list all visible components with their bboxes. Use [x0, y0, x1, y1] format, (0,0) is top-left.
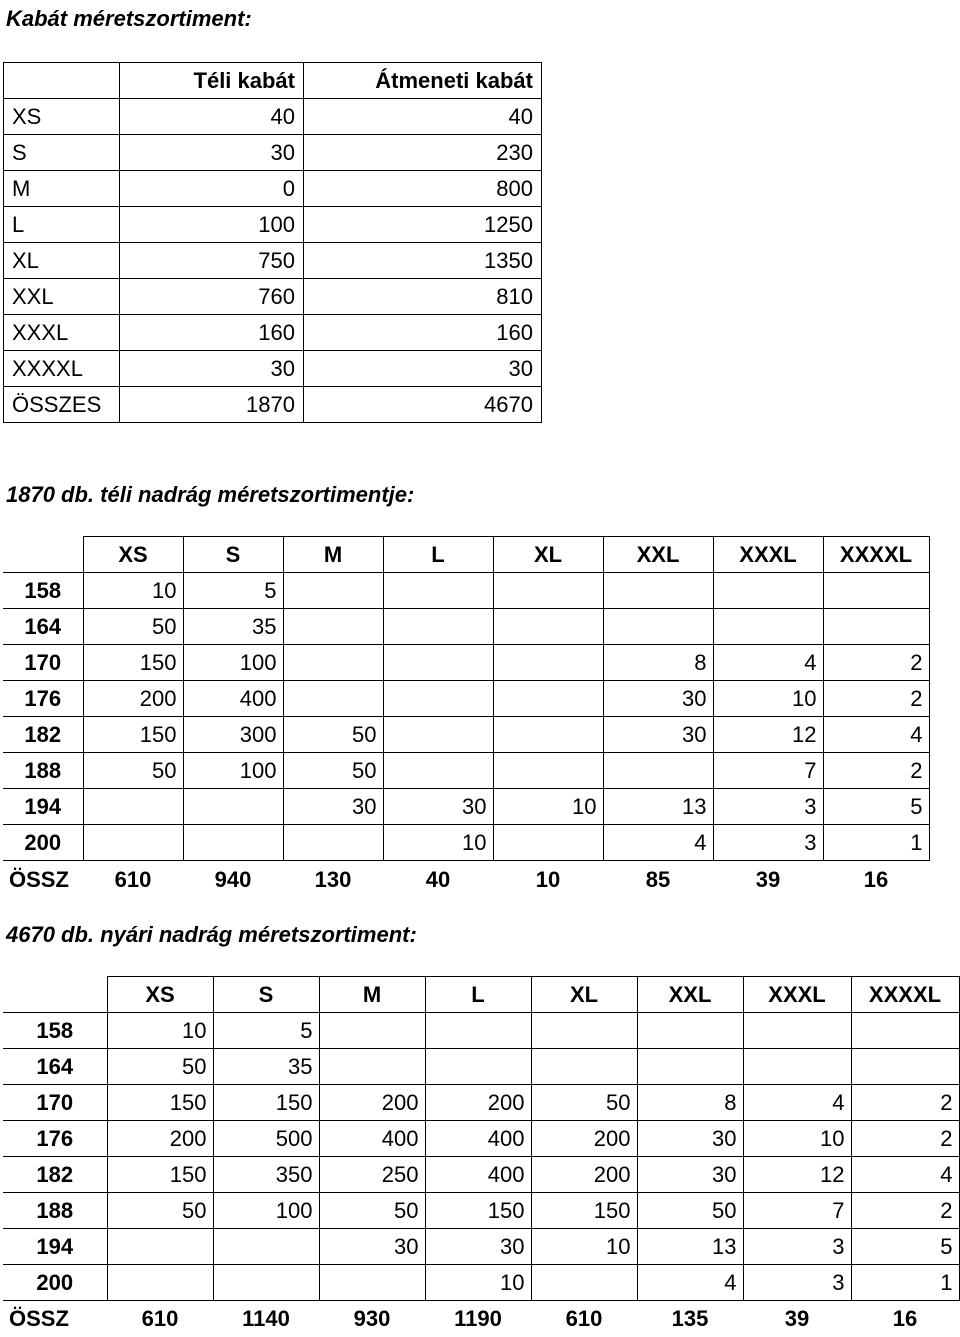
table-row: [3, 1085, 959, 1121]
quantity-cell: [107, 1229, 213, 1265]
corner-cell: [3, 977, 107, 1013]
quantity-cell: 10: [425, 1265, 531, 1301]
total-value: 16: [892, 1305, 918, 1331]
table-row: [3, 1229, 959, 1265]
quantity-cell: [283, 681, 383, 717]
total-value: 130: [314, 866, 352, 892]
quantity-cell: [319, 1265, 425, 1301]
quantity-cell: 200: [531, 1157, 637, 1193]
total-value: 10: [535, 866, 561, 892]
size-label: L: [4, 207, 120, 243]
quantity-cell: 30: [425, 1229, 531, 1265]
quantity-cell: [531, 1049, 637, 1085]
quantity-cell: 100: [183, 753, 283, 789]
quantity-cell: 8: [603, 645, 713, 681]
size-label: XXXXL: [4, 351, 120, 387]
quantity-cell: [107, 1265, 213, 1301]
table-row: [3, 681, 929, 717]
table-header-row: [3, 977, 959, 1013]
total-value: 940: [214, 866, 252, 892]
total-row: [3, 1301, 959, 1337]
table-row: [3, 645, 929, 681]
quantity-cell: [283, 825, 383, 861]
table-row: [3, 825, 929, 861]
quantity-cell: 13: [603, 789, 713, 825]
quantity-cell: [83, 789, 183, 825]
quantity-cell: 150: [531, 1193, 637, 1229]
winter-coat-count: 160: [120, 315, 304, 351]
size-label: XXL: [4, 279, 120, 315]
quantity-cell: 50: [531, 1085, 637, 1121]
height-label: 176: [3, 681, 83, 717]
quantity-cell: [851, 1049, 959, 1085]
size-header: L: [425, 977, 531, 1013]
table-row: [3, 789, 929, 825]
quantity-cell: 4: [823, 717, 929, 753]
size-header: XXXL: [713, 537, 823, 573]
quantity-cell: [183, 789, 283, 825]
quantity-cell: 200: [425, 1085, 531, 1121]
table-row: [4, 243, 542, 279]
quantity-cell: 50: [319, 1193, 425, 1229]
total-value: 610: [114, 866, 152, 892]
quantity-cell: [425, 1013, 531, 1049]
winter-coat-count: 750: [120, 243, 304, 279]
column-header: Átmeneti kabát: [304, 63, 542, 99]
quantity-cell: [493, 753, 603, 789]
quantity-cell: [319, 1049, 425, 1085]
quantity-cell: 400: [425, 1157, 531, 1193]
column-header: Téli kabát: [120, 63, 304, 99]
quantity-cell: 3: [713, 789, 823, 825]
table-row: [3, 753, 929, 789]
size-header: M: [319, 977, 425, 1013]
quantity-cell: 4: [851, 1157, 959, 1193]
quantity-cell: 3: [743, 1265, 851, 1301]
quantity-cell: 30: [383, 789, 493, 825]
table-row: [3, 573, 929, 609]
quantity-cell: 400: [425, 1121, 531, 1157]
quantity-cell: 400: [319, 1121, 425, 1157]
transit-coat-count: 810: [304, 279, 542, 315]
height-label: 176: [3, 1121, 107, 1157]
transit-coat-count: 1250: [304, 207, 542, 243]
quantity-cell: 5: [183, 573, 283, 609]
table-row: [4, 387, 542, 423]
total-value: 930: [353, 1305, 391, 1331]
total-value: 16: [863, 866, 889, 892]
quantity-cell: 50: [83, 753, 183, 789]
quantity-cell: [383, 717, 493, 753]
quantity-cell: 30: [637, 1121, 743, 1157]
quantity-cell: 350: [213, 1157, 319, 1193]
size-label: ÖSSZES: [4, 387, 120, 423]
height-label: 182: [3, 717, 83, 753]
quantity-cell: [493, 825, 603, 861]
size-header: XL: [531, 977, 637, 1013]
quantity-cell: 2: [851, 1121, 959, 1157]
coat-heading: Kabát méretszortiment:: [6, 6, 252, 31]
size-header: XL: [493, 537, 603, 573]
size-header: XS: [107, 977, 213, 1013]
size-header: XXL: [637, 977, 743, 1013]
quantity-cell: [531, 1265, 637, 1301]
quantity-cell: 3: [713, 825, 823, 861]
table-row: [3, 1049, 959, 1085]
transit-coat-count: 160: [304, 315, 542, 351]
quantity-cell: 2: [823, 645, 929, 681]
size-label: M: [4, 171, 120, 207]
table-row: [3, 1265, 959, 1301]
quantity-cell: 150: [213, 1085, 319, 1121]
total-value: 85: [645, 866, 671, 892]
quantity-cell: [713, 609, 823, 645]
total-value: 1140: [242, 1305, 290, 1331]
height-label: 188: [3, 1193, 107, 1229]
transit-coat-count: 800: [304, 171, 542, 207]
table-row: [4, 99, 542, 135]
winter-coat-count: 30: [120, 351, 304, 387]
quantity-cell: [851, 1013, 959, 1049]
summer-pants-table: [3, 976, 960, 1337]
size-header: L: [383, 537, 493, 573]
total-value: 610: [141, 1305, 179, 1331]
quantity-cell: 200: [107, 1121, 213, 1157]
quantity-cell: 5: [823, 789, 929, 825]
quantity-cell: 30: [603, 717, 713, 753]
total-label: ÖSSZ: [9, 1305, 69, 1331]
table-row: [3, 1193, 959, 1229]
quantity-cell: 10: [383, 825, 493, 861]
winter-pants-table: [3, 536, 930, 899]
quantity-cell: 5: [851, 1229, 959, 1265]
quantity-cell: 10: [743, 1121, 851, 1157]
quantity-cell: 150: [107, 1085, 213, 1121]
height-label: 164: [3, 1049, 107, 1085]
quantity-cell: 50: [283, 753, 383, 789]
quantity-cell: [743, 1049, 851, 1085]
quantity-cell: [531, 1013, 637, 1049]
height-label: 164: [3, 609, 83, 645]
quantity-cell: 2: [851, 1193, 959, 1229]
size-header: S: [183, 537, 283, 573]
quantity-cell: 13: [637, 1229, 743, 1265]
total-label: ÖSSZ: [9, 866, 69, 892]
table-row: [3, 1013, 959, 1049]
quantity-cell: 4: [743, 1085, 851, 1121]
quantity-cell: [425, 1049, 531, 1085]
table-header-row: [4, 63, 542, 99]
quantity-cell: 10: [493, 789, 603, 825]
quantity-cell: [283, 573, 383, 609]
quantity-cell: 30: [637, 1157, 743, 1193]
quantity-cell: [637, 1013, 743, 1049]
quantity-cell: [493, 573, 603, 609]
height-label: 158: [3, 573, 83, 609]
quantity-cell: 30: [603, 681, 713, 717]
total-row: [3, 861, 929, 899]
quantity-cell: [213, 1265, 319, 1301]
size-header: XXXL: [743, 977, 851, 1013]
quantity-cell: [603, 753, 713, 789]
quantity-cell: 2: [823, 681, 929, 717]
winter-coat-count: 30: [120, 135, 304, 171]
quantity-cell: 400: [183, 681, 283, 717]
quantity-cell: [383, 609, 493, 645]
height-label: 200: [3, 825, 83, 861]
quantity-cell: [713, 573, 823, 609]
transit-coat-count: 1350: [304, 243, 542, 279]
size-label: XL: [4, 243, 120, 279]
table-row: [4, 207, 542, 243]
quantity-cell: 100: [183, 645, 283, 681]
total-value: 135: [671, 1305, 709, 1331]
quantity-cell: [823, 573, 929, 609]
winter-coat-count: 40: [120, 99, 304, 135]
transit-coat-count: 4670: [304, 387, 542, 423]
total-value: 39: [755, 866, 781, 892]
quantity-cell: [603, 573, 713, 609]
quantity-cell: 30: [283, 789, 383, 825]
quantity-cell: [183, 825, 283, 861]
table-row: [4, 171, 542, 207]
winter-coat-count: 760: [120, 279, 304, 315]
transit-coat-count: 30: [304, 351, 542, 387]
size-label: XXXL: [4, 315, 120, 351]
quantity-cell: 200: [319, 1085, 425, 1121]
quantity-cell: [823, 609, 929, 645]
quantity-cell: 4: [637, 1265, 743, 1301]
total-value: 40: [425, 866, 451, 892]
quantity-cell: 7: [713, 753, 823, 789]
quantity-cell: 10: [531, 1229, 637, 1265]
winter-coat-count: 100: [120, 207, 304, 243]
quantity-cell: 100: [213, 1193, 319, 1229]
size-header: S: [213, 977, 319, 1013]
quantity-cell: [493, 717, 603, 753]
height-label: 182: [3, 1157, 107, 1193]
winter-pants-heading: 1870 db. téli nadrág méretszortimentje:: [6, 482, 415, 507]
size-header: XXL: [603, 537, 713, 573]
size-header: XXXXL: [823, 537, 929, 573]
height-label: 194: [3, 789, 83, 825]
quantity-cell: 50: [107, 1049, 213, 1085]
quantity-cell: 4: [713, 645, 823, 681]
quantity-cell: 50: [637, 1193, 743, 1229]
quantity-cell: [493, 645, 603, 681]
quantity-cell: 30: [319, 1229, 425, 1265]
height-label: 170: [3, 1085, 107, 1121]
winter-coat-count: 1870: [120, 387, 304, 423]
quantity-cell: [383, 645, 493, 681]
quantity-cell: 35: [213, 1049, 319, 1085]
table-row: [3, 717, 929, 753]
quantity-cell: 150: [83, 717, 183, 753]
height-label: 158: [3, 1013, 107, 1049]
quantity-cell: 250: [319, 1157, 425, 1193]
quantity-cell: [319, 1013, 425, 1049]
total-value: 1190: [454, 1305, 502, 1331]
table-row: [4, 135, 542, 171]
quantity-cell: 10: [713, 681, 823, 717]
quantity-cell: 150: [107, 1157, 213, 1193]
quantity-cell: [493, 681, 603, 717]
quantity-cell: 12: [713, 717, 823, 753]
height-label: 188: [3, 753, 83, 789]
size-header: M: [283, 537, 383, 573]
summer-pants-heading: 4670 db. nyári nadrág méretszortiment:: [6, 922, 417, 947]
quantity-cell: 1: [823, 825, 929, 861]
size-label: XS: [4, 99, 120, 135]
quantity-cell: [383, 681, 493, 717]
table-row: [3, 1157, 959, 1193]
quantity-cell: 8: [637, 1085, 743, 1121]
table-row: [3, 1121, 959, 1157]
winter-coat-count: 0: [120, 171, 304, 207]
height-label: 200: [3, 1265, 107, 1301]
height-label: 170: [3, 645, 83, 681]
quantity-cell: 500: [213, 1121, 319, 1157]
table-row: [3, 609, 929, 645]
total-value: 610: [565, 1305, 603, 1331]
quantity-cell: 1: [851, 1265, 959, 1301]
quantity-cell: 50: [107, 1193, 213, 1229]
quantity-cell: 50: [83, 609, 183, 645]
quantity-cell: [637, 1049, 743, 1085]
table-row: [4, 315, 542, 351]
table-row: [4, 351, 542, 387]
size-header: XS: [83, 537, 183, 573]
quantity-cell: 3: [743, 1229, 851, 1265]
size-header: XXXXL: [851, 977, 959, 1013]
quantity-cell: [283, 645, 383, 681]
transit-coat-count: 40: [304, 99, 542, 135]
corner-cell: [4, 63, 120, 99]
quantity-cell: [383, 573, 493, 609]
coat-size-table: [3, 62, 542, 423]
quantity-cell: 5: [213, 1013, 319, 1049]
quantity-cell: 2: [851, 1085, 959, 1121]
quantity-cell: 12: [743, 1157, 851, 1193]
quantity-cell: [743, 1013, 851, 1049]
total-value: 39: [784, 1305, 810, 1331]
size-label: S: [4, 135, 120, 171]
quantity-cell: [603, 609, 713, 645]
quantity-cell: 2: [823, 753, 929, 789]
quantity-cell: 35: [183, 609, 283, 645]
quantity-cell: 200: [83, 681, 183, 717]
quantity-cell: 150: [425, 1193, 531, 1229]
quantity-cell: 4: [603, 825, 713, 861]
transit-coat-count: 230: [304, 135, 542, 171]
quantity-cell: [213, 1229, 319, 1265]
quantity-cell: 200: [531, 1121, 637, 1157]
quantity-cell: [493, 609, 603, 645]
quantity-cell: 10: [107, 1013, 213, 1049]
quantity-cell: 7: [743, 1193, 851, 1229]
quantity-cell: 50: [283, 717, 383, 753]
quantity-cell: 150: [83, 645, 183, 681]
quantity-cell: [83, 825, 183, 861]
corner-cell: [3, 537, 83, 573]
quantity-cell: 10: [83, 573, 183, 609]
quantity-cell: [383, 753, 493, 789]
table-header-row: [3, 537, 929, 573]
quantity-cell: [283, 609, 383, 645]
table-row: [4, 279, 542, 315]
quantity-cell: 300: [183, 717, 283, 753]
height-label: 194: [3, 1229, 107, 1265]
